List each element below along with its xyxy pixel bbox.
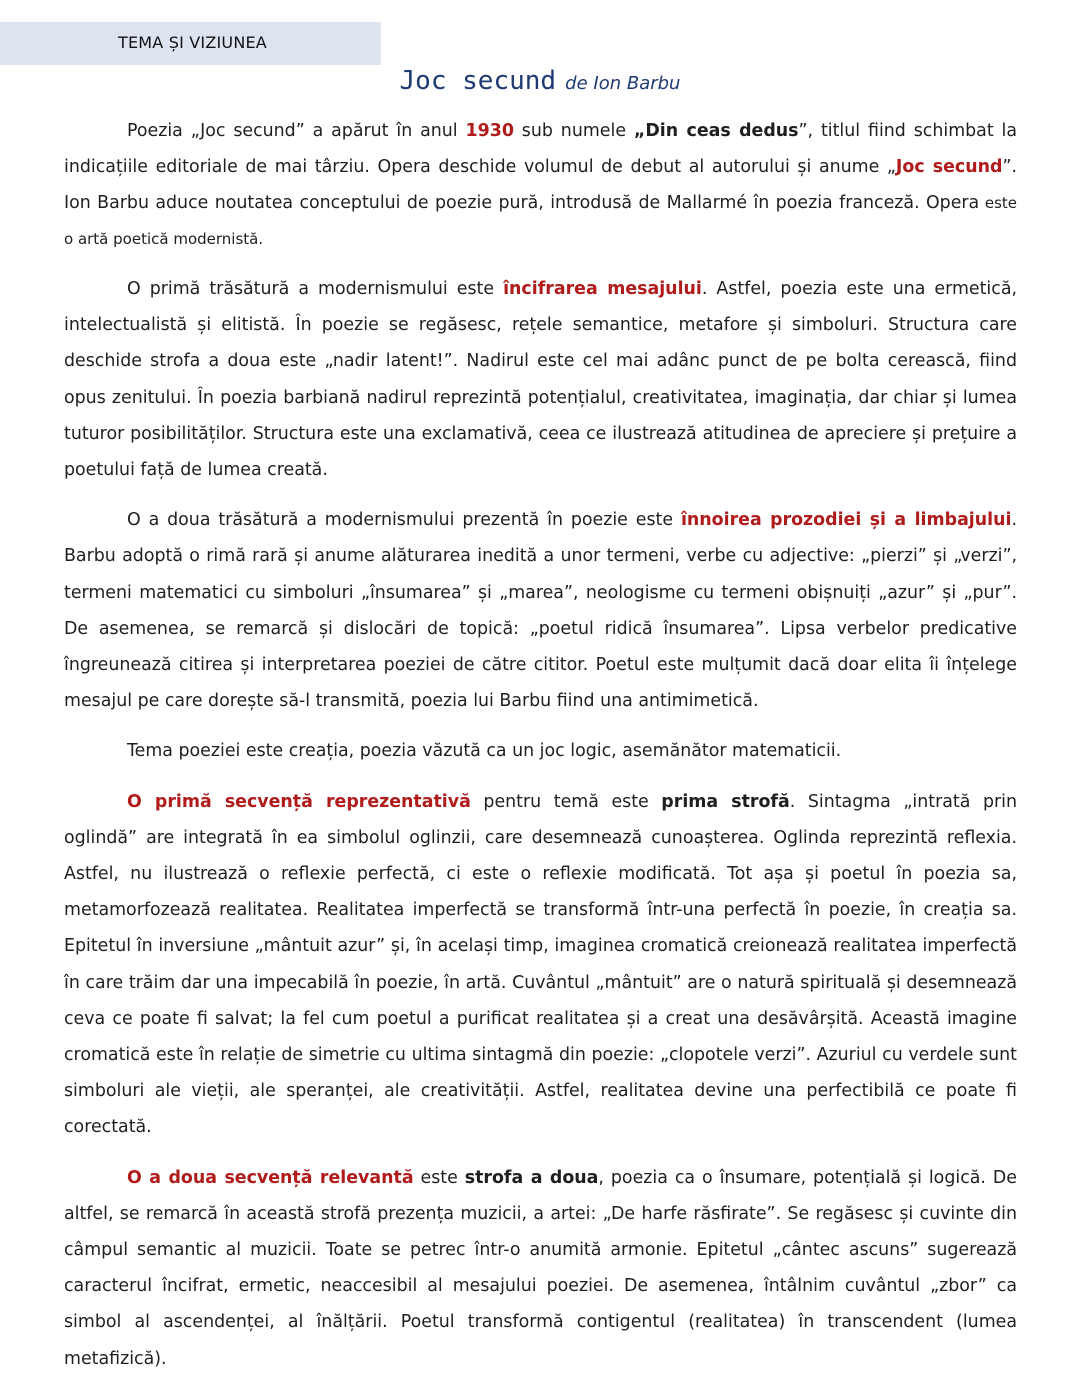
paragraph-feature-2: O a doua trăsătură a modernismului prezentă în poezie este înnoirea prozodiei și a limbajului. Barbu adoptă o rimă rară și anume alăturarea inedită a unor termeni, verbe cu adjective: „pierzi” și „verzi”, termeni matematici cu simboluri „însumarea” și „marea”, neologisme cu termeni obișnuiți „azur” și „pur”. De asemenea, se remarcă și dislocări de topică: „poetul ridică însumarea”. Lipsa verbelor predicative îngreunează citirea și interpretarea poeziei de către cititor. Poetul este mulțumit dacă doar elita îi înțelege mesajul pe care dorește să-l transmită, poezia lui Barbu fiind una antimimetică. xyxy=(64,510,1017,712)
highlight-sequence-1: O primă secvență reprezentativă xyxy=(127,791,471,812)
original-title: „Din ceas dedus xyxy=(633,121,799,141)
page-title xyxy=(0,66,1080,96)
highlight-feature-2: înnoirea prozodiei și a limbajului xyxy=(680,510,1012,531)
paragraph-sequence-2: O a doua secvență relevantă este strofa a doua, poezia ca o însumare, potențială și logică. De altfel, se remarcă în această strofă prezența muzicii, a artei: „De harfe răsfirate”. Se regăsesc și cuvinte din câmpul semantic al muzicii. Toate se petrec într-o anumită armonie. Epitetul „cântec ascuns” sugerează caracterul încifrat, ermetic, neaccesibil al mesajului poeziei. De asemenea, întâlnim cuvântul „zbor” ca simbol al ascendenței, al înălțării. Poetul transformă contigentul (realitatea) în transcendent (lumea metafizică). xyxy=(64,1167,1017,1369)
highlight-year: 1930 xyxy=(465,121,514,141)
highlight-feature-1: încifrarea mesajului xyxy=(503,279,702,299)
essay-body xyxy=(64,113,1017,1377)
volume-title: Joc secund xyxy=(895,157,1003,177)
paragraph-feature-1: O primă trăsătură a modernismului este încifrarea mesajului. Astfel, poezia este una ermetică, intelectualistă și elitistă. În poezie se regăsesc, rețele semantice, metafore și simboluri. Structura care deschide strofa a doua este „nadir latent!”. Nadirul este cel mai adânc punct de pe bolta cerească, fiind opus zenitului. În poezia barbiană nadirul reprezintă potențialul, creativitatea, imaginația, dar chiar și lumea tuturor posibilităților. Structura este una exclamativă, ceea ce ilustrează atitudinea de apreciere și prețuire a poetului față de lumea creată. xyxy=(64,279,1018,481)
poem-author: de Ion Barbu xyxy=(565,73,681,94)
bold-second-stanza: strofa a doua xyxy=(464,1167,599,1188)
bold-first-stanza: prima strofă xyxy=(661,791,790,812)
paragraph-intro: Poezia „Joc secund” a apărut în anul 1930 sub numele „Din ceas dedus”, titlul fiind schimbat la indicațiile editoriale de mai târziu. Opera deschide volumul de debut al autorului și anume „Joc secund”. Ion Barbu aduce noutatea conceptului de poezie pură, introdusă de Mallarmé în poezia franceză. Opera este o artă poetică modernistă. xyxy=(64,121,1018,248)
section-header: TEMA ȘI VIZIUNEA xyxy=(118,33,267,52)
poem-title: Joc secund xyxy=(399,66,557,96)
paragraph-theme: Tema poeziei este creația, poezia văzută ca un joc logic, asemănător matematicii. xyxy=(127,741,842,762)
highlight-sequence-2: O a doua secvență relevantă xyxy=(127,1167,414,1188)
paragraph-sequence-1: O primă secvență reprezentativă pentru temă este prima strofă. Sintagma „intrată prin oglindă” are integrată în ea simbolul oglinzii, care desemnează cunoașterea. Oglinda reprezintă reflexia. Astfel, nu ilustrează o reflexie perfectă, ci este o reflexie modificată. Tot așa și poetul în poezia sa, metamorfozează realitatea. Realitatea imperfectă se transformă într-una perfectă în poezie, în creația sa. Epitetul în inversiune „mântuit azur” și, în același timp, imaginea cromatică creionează realitatea imperfectă în care trăim dar una impecabilă în poezie, în artă. Cuvântul „mântuit” are o natură spirituală și desemnează ceva ce poate fi salvat; la fel cum poetul a purificat realitatea și a creat una desăvârșită. Această imagine cromatică este în relație de simetrie cu ultima sintagmă din poezie: „clopotele verzi”. Azuriul cu verdele sunt simboluri ale vieții, ale speranței, ale creativității. Astfel, realitatea devine una perfectibilă ce poate fi corectată. xyxy=(64,791,1018,1138)
